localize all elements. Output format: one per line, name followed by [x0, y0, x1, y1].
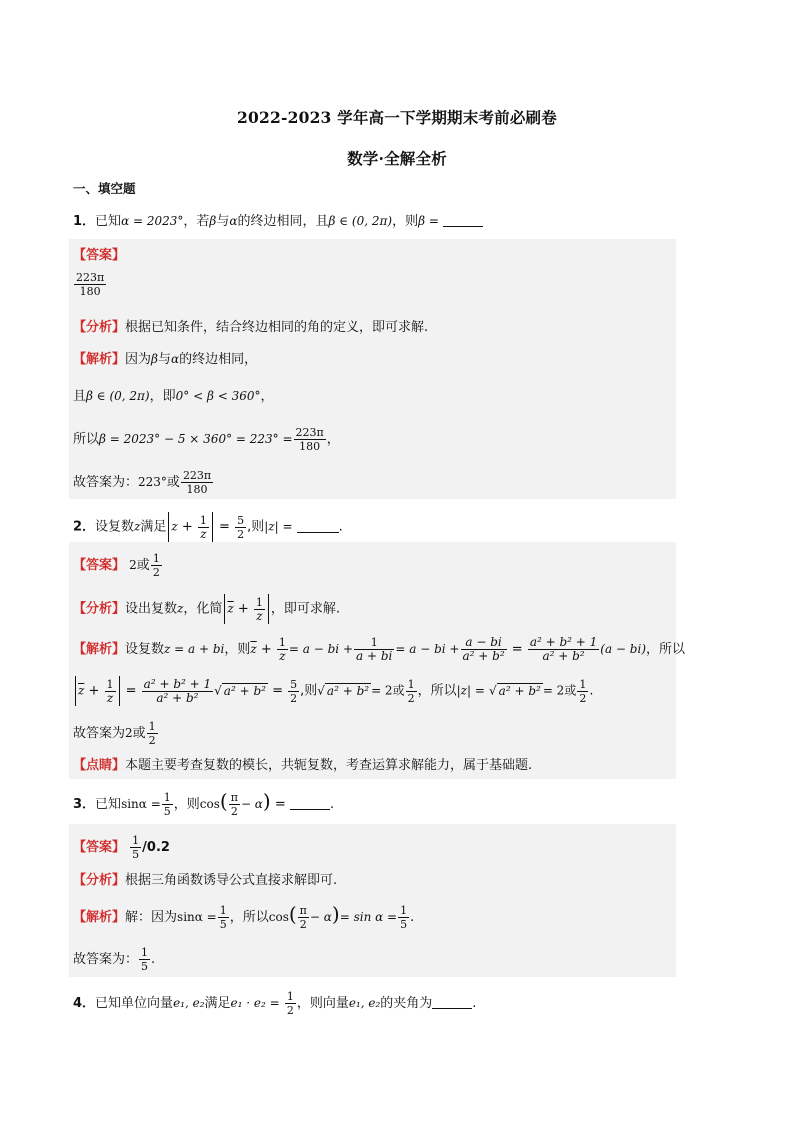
- answer-blank: [290, 797, 330, 810]
- q1-solution-box: 【答案】 $\frac{223\pi}{180}$ 【分析】根据已知条件，结合终边相同的角的定义，即可求解. 【解析】因为β与α的终边相同， 且β ∈ (0, 2π)，即0° < β < 360°， 所以β = 2023° − 5 × 360° = 223° = $\frac{223\pi}{180}$ ， 故答案为：223°或 $\frac{223\pi}{180}$: [69, 239, 676, 499]
- page-title: 2022-2023 学年高一下学期期末考前必刷卷: [237, 108, 557, 127]
- question-4: 4．已知单位向量e₁, e₂满足e₁ · e₂ = $\frac{1}{2}$ ，则向量e₁, e₂的夹角为 .: [73, 990, 477, 1017]
- q2-solution-box: 【答案】 2或 $\frac{1}{2}$ 【分析】设出复数z，化简 $\overline{z}$ + $\frac{1}{z}$ ，即可求解. 【解析】设复数z = a + bi，则$\overline{z}$ + $\frac{1}{z}$ = a − bi + $\frac{1}{a + bi}$ = a − bi + $\frac{a - bi}{\text{a² + b²}}$ = $\frac{\text{a² + b² + 1}}{\text{a² + b²}}$ (a − bi)，所以 $\overline{z}$ + $\frac{1}{z}$ = $\frac{\text{a² + b² + 1}}{\text{a² + b²}}$ √ a² + b² = $\frac{5}{2}$ ,则√ a² + b² = 2或 $\frac{1}{2}$ ，所以|z| = √ a² + b² = 2或 $\frac{1}{2}$ . 故答案为2或 $\frac{1}{2}$ 【点睛】本题主要考查复数的模长，共轭复数，考查运算求解能力，属于基础题.: [69, 542, 676, 779]
- answer-blank: [443, 214, 483, 227]
- question-3: 3．已知sinα = $\frac{1}{5}$ ，则cos( $\frac{\pi}{2}$ − α) = .: [73, 789, 335, 818]
- question-1: 1．已知α = 2023°，若β与α的终边相同，且β ∈ (0, 2π)，则β =: [73, 212, 483, 231]
- q3-solution-box: 【答案】 $\frac{1}{5}$ /0.2 【分析】根据三角函数诱导公式直接求解即可. 【解析】解：因为sinα = $\frac{1}{5}$ ，所以cos( $\frac{\pi}{2}$ − α)= sin α = $\frac{1}{5}$ . 故答案为： $\frac{1}{5}$ .: [69, 824, 676, 977]
- answer-blank: [297, 520, 339, 533]
- page-subtitle: 数学·全解全析: [347, 149, 447, 168]
- answer-blank: [432, 996, 472, 1009]
- q1-answer-fraction: $\frac{223\pi}{180}$: [76, 271, 105, 298]
- question-2: 2．设复数z满足 z + $\frac{1}{z}$ = $\frac{5}{2}$ ,则|z| = .: [73, 513, 343, 541]
- section-heading: 一、填空题: [73, 181, 136, 196]
